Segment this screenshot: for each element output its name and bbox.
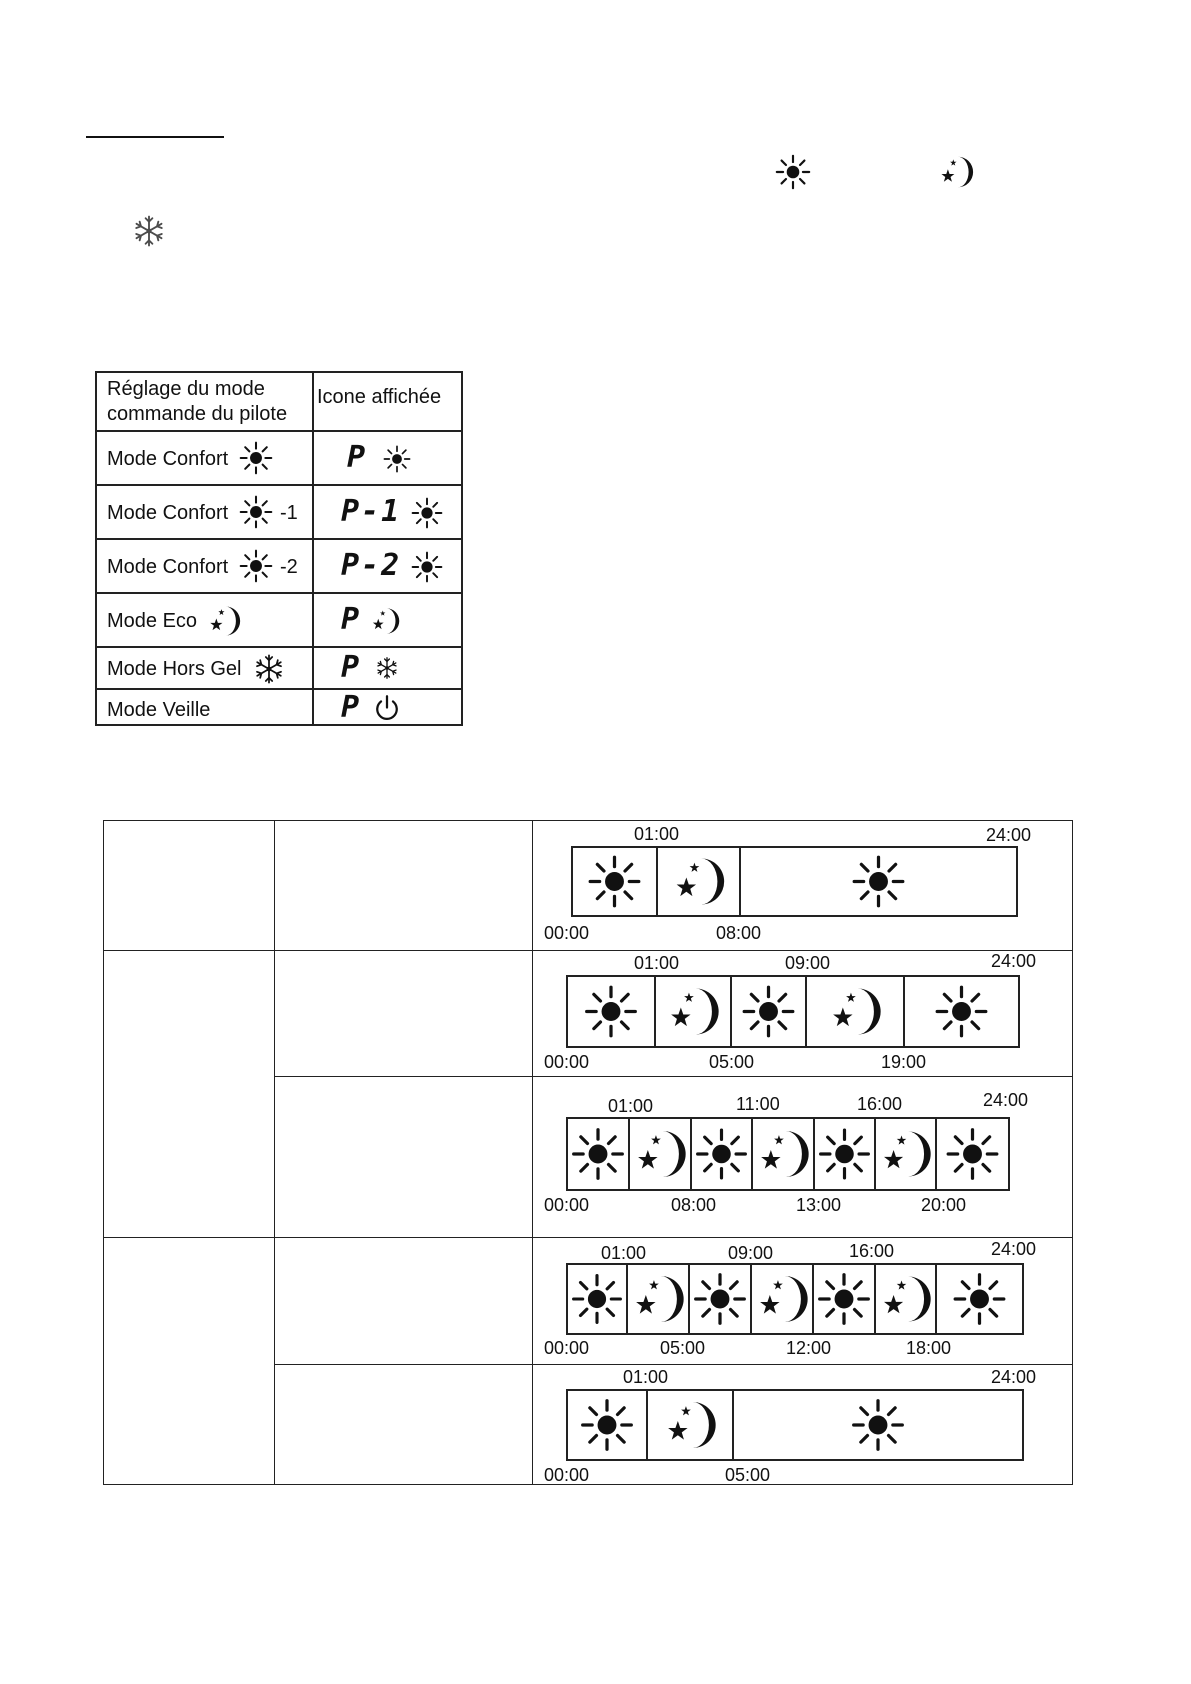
- time-label-bottom: 12:00: [786, 1338, 832, 1358]
- mode-table: [95, 371, 463, 726]
- display-code: P: [341, 602, 360, 637]
- display-code: P: [347, 440, 366, 475]
- time-label-top: 24:00: [991, 1367, 1037, 1387]
- sun-icon: [239, 441, 273, 475]
- snowflake-icon: [375, 656, 399, 680]
- time-label-top: 01:00: [634, 824, 680, 844]
- sun-icon: [854, 857, 903, 906]
- sun-icon: [775, 154, 811, 190]
- power-icon: [372, 694, 402, 724]
- sun-icon: [239, 495, 273, 529]
- mode-row-veille: [97, 688, 461, 726]
- mode-label: Mode Eco: [107, 610, 198, 632]
- time-label-top: 09:00: [785, 953, 831, 973]
- display-code: P-1: [341, 494, 402, 529]
- timeline-bar: [534, 951, 1072, 1076]
- time-label-bottom: 08:00: [671, 1195, 717, 1215]
- mode-row-eco: [97, 592, 461, 646]
- time-label-top: 01:00: [634, 953, 680, 973]
- sun-icon: [411, 551, 443, 583]
- timeline: [534, 1238, 1072, 1364]
- time-label-bottom: 13:00: [796, 1195, 842, 1215]
- timeline: [534, 821, 1072, 949]
- timeline: [534, 1077, 1072, 1237]
- time-label-bottom: 00:00: [544, 1052, 590, 1072]
- time-label-top: 24:00: [983, 1090, 1029, 1110]
- time-label-top: 16:00: [857, 1094, 903, 1114]
- col-divider-1: [274, 821, 275, 1484]
- time-label-top: 24:00: [991, 951, 1037, 971]
- time-label-bottom: 05:00: [709, 1052, 755, 1072]
- display-code: P-2: [341, 548, 402, 583]
- time-label-top: 24:00: [991, 1239, 1037, 1259]
- mode-label: Mode Confort: [107, 502, 229, 524]
- mode-label: Mode Hors Gel: [107, 658, 242, 680]
- time-label-bottom: 05:00: [725, 1465, 771, 1485]
- sun-icon: [696, 1275, 745, 1324]
- sun-icon: [383, 445, 411, 473]
- time-label-top: 09:00: [728, 1243, 774, 1263]
- time-label-bottom: 00:00: [544, 1338, 590, 1358]
- sun-icon: [937, 987, 986, 1036]
- heading-underline: [86, 136, 224, 138]
- sun-icon: [411, 497, 443, 529]
- display-code: P: [341, 690, 360, 725]
- mode-row-hors-gel: [97, 646, 461, 688]
- time-label-bottom: 18:00: [906, 1338, 952, 1358]
- mode-label: Mode Confort: [107, 556, 229, 578]
- sun-icon: [821, 1130, 869, 1178]
- moon-star-icon: [938, 154, 974, 190]
- mode-label: Mode Confort: [107, 448, 229, 470]
- timeline-frame: [567, 1390, 1023, 1460]
- time-label-top: 01:00: [608, 1096, 654, 1116]
- sun-icon: [574, 1130, 623, 1179]
- time-label-bottom: 08:00: [716, 923, 762, 943]
- time-label-bottom: 05:00: [660, 1338, 706, 1358]
- time-label-bottom: 19:00: [881, 1052, 927, 1072]
- time-label-top: 01:00: [623, 1367, 669, 1387]
- time-label-top: 16:00: [849, 1241, 895, 1261]
- time-label-top: 01:00: [601, 1243, 647, 1263]
- mode-row-confort: [97, 430, 461, 484]
- time-label-bottom: 20:00: [921, 1195, 967, 1215]
- sun-icon: [744, 987, 793, 1036]
- snowflake-icon: [253, 653, 285, 685]
- sun-icon: [948, 1130, 997, 1179]
- moon-star-icon: [207, 604, 241, 638]
- sun-icon: [698, 1130, 746, 1178]
- timeline: [534, 951, 1072, 1076]
- timeline: [534, 1365, 1072, 1485]
- time-label-bottom: 00:00: [544, 1465, 590, 1485]
- col-divider-2: [532, 821, 533, 1484]
- moon-star-icon: [370, 606, 400, 636]
- time-label-bottom: 00:00: [544, 923, 590, 943]
- timeline-bar: [534, 1365, 1072, 1485]
- timeline-bar: [534, 821, 1072, 949]
- sun-icon: [820, 1275, 869, 1324]
- sun-icon: [583, 1401, 632, 1450]
- display-code: P: [341, 650, 360, 685]
- mode-table-header: [97, 373, 461, 430]
- mode-row-confort-1: [97, 484, 461, 538]
- header-left: Réglage du mode commande du pilote: [107, 378, 288, 425]
- sun-icon: [854, 1401, 903, 1450]
- mode-suffix: -2: [280, 556, 298, 578]
- schedule-table: [103, 820, 1073, 1485]
- time-label-bottom: 00:00: [544, 1195, 590, 1215]
- time-label-top: 11:00: [736, 1094, 780, 1114]
- mode-label: Mode Veille: [107, 699, 211, 721]
- time-label-top: 24:00: [986, 825, 1032, 845]
- mode-suffix: -1: [280, 502, 298, 524]
- header-right: Icone affichée: [317, 386, 442, 408]
- sun-icon: [574, 1276, 621, 1323]
- sun-icon: [239, 549, 273, 583]
- timeline-frame: [567, 1118, 1009, 1190]
- sun-icon: [590, 857, 639, 906]
- sun-icon: [955, 1275, 1004, 1324]
- snowflake-icon: [132, 214, 166, 248]
- mode-row-confort-2: [97, 538, 461, 592]
- sun-icon: [587, 987, 636, 1036]
